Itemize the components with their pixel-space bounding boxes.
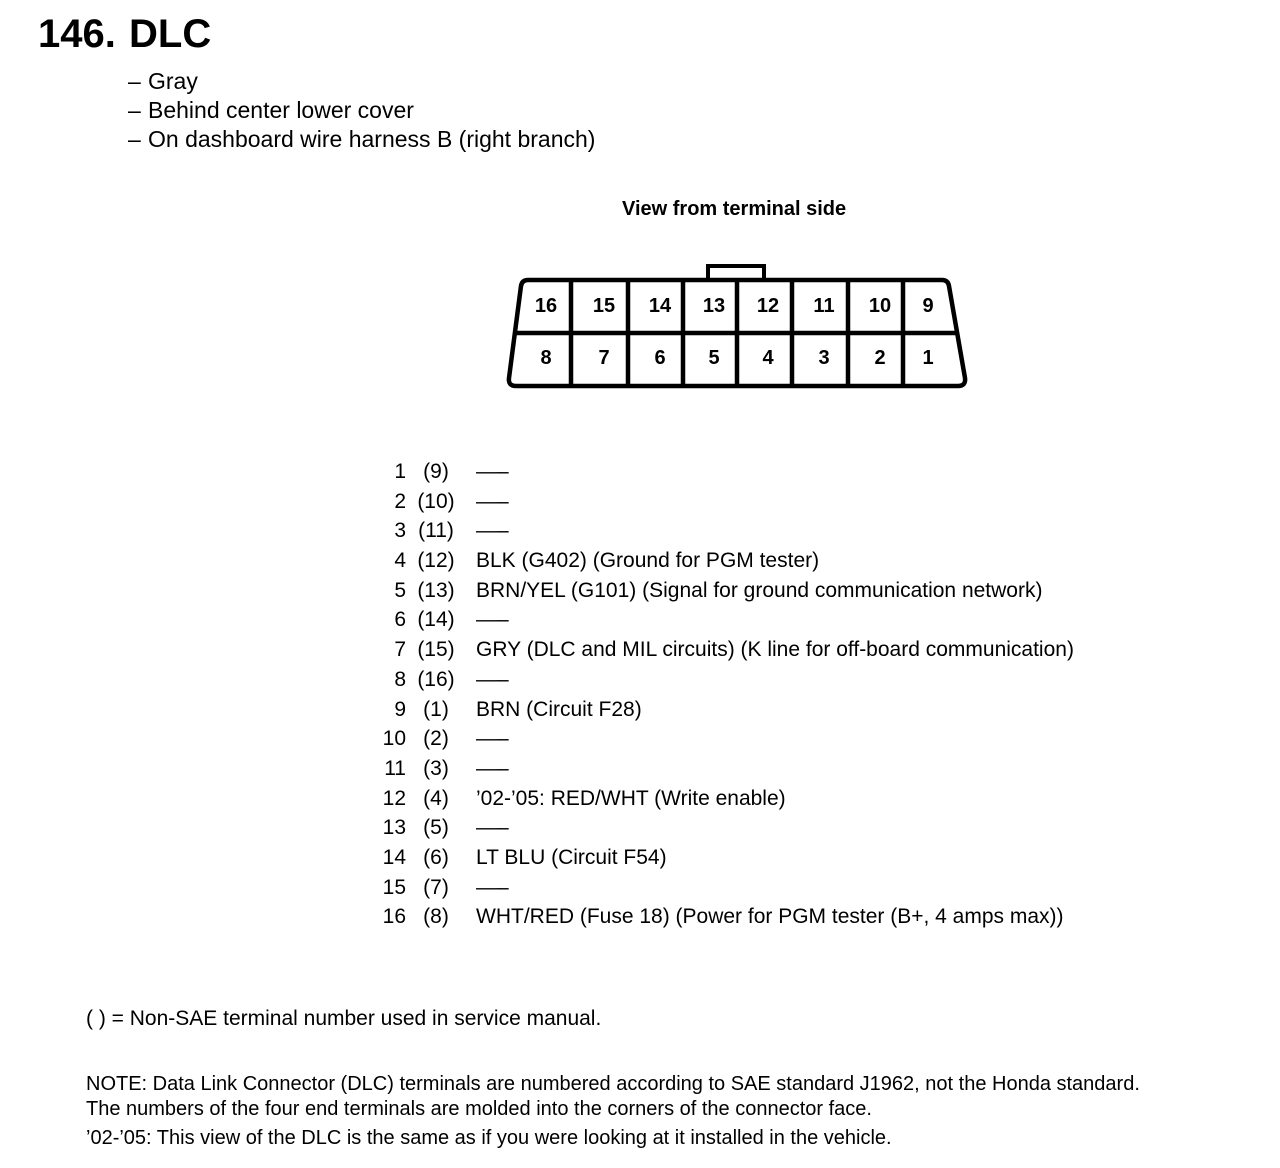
pin-description: ’02-’05: RED/WHT (Write enable) — [476, 786, 786, 810]
note-line: ’02-’05: This view of the DLC is the same as if you were looking at it installed in the vehicle. — [86, 1127, 892, 1149]
page-title — [38, 12, 211, 57]
pin-honda-number: (4) — [423, 786, 449, 810]
connector-details — [128, 67, 595, 154]
pin-label: 8 — [540, 347, 552, 369]
view-label: View from terminal side — [622, 198, 847, 220]
detail-harness: – On dashboard wire harness B (right branch) — [128, 126, 596, 152]
pin-sae-number: 15 — [382, 875, 406, 899]
pin-sae-number: 16 — [382, 905, 406, 929]
legend-note: ( ) = Non-SAE terminal number used in service manual. — [86, 1007, 602, 1030]
pin-label: 11 — [813, 295, 835, 317]
pin-honda-number: (15) — [417, 638, 455, 662]
note-line: The numbers of the four end terminals are molded into the corners of the connector face. — [86, 1098, 872, 1120]
pin-honda-number: (16) — [417, 667, 455, 691]
pin-description: GRY (DLC and MIL circuits) (K line for off-board communication) — [476, 638, 1074, 662]
pin-sae-number: 8 — [394, 667, 406, 691]
pin-sae-number: 1 — [394, 460, 406, 483]
pin-description: —– — [476, 460, 509, 483]
pin-description: —– — [476, 667, 509, 691]
pin-description: —– — [476, 875, 509, 899]
pin-honda-number: (2) — [423, 727, 449, 751]
pin-description: LT BLU (Circuit F54) — [476, 845, 667, 869]
pin-label: 2 — [874, 347, 886, 369]
pin-sae-number: 10 — [382, 727, 406, 751]
pin-sae-number: 13 — [382, 816, 406, 840]
pin-sae-number: 3 — [394, 519, 406, 543]
pin-label: 4 — [762, 347, 774, 369]
connector-name: DLC — [129, 12, 212, 56]
pin-honda-number: (8) — [423, 905, 449, 929]
pin-honda-number: (1) — [423, 697, 449, 721]
pin-honda-number: (7) — [423, 875, 449, 899]
pin-sae-number: 2 — [394, 489, 406, 513]
pin-label: 7 — [598, 347, 610, 369]
pin-description: —– — [476, 816, 509, 840]
pin-label: 15 — [592, 295, 616, 317]
pin-sae-number: 9 — [394, 697, 406, 721]
pin-sae-number: 7 — [394, 638, 406, 662]
pin-description: WHT/RED (Fuse 18) (Power for PGM tester (B+, 4 amps max)) — [476, 905, 1064, 929]
pin-description: BRN/YEL (G101) (Signal for ground communication network) — [476, 578, 1043, 602]
pin-label: 13 — [702, 295, 726, 317]
pin-label: 14 — [648, 295, 672, 317]
pin-sae-number: 5 — [394, 578, 406, 602]
pin-label: 10 — [868, 295, 892, 317]
pin-honda-number: (3) — [423, 756, 449, 780]
section-number: 146. — [38, 12, 116, 56]
pin-label: 3 — [818, 347, 830, 369]
pin-sae-number: 4 — [394, 549, 406, 573]
connector-diagram — [502, 260, 972, 392]
pin-honda-number: (14) — [417, 608, 455, 632]
detail-color: – Gray — [128, 68, 198, 94]
pin-description: —– — [476, 756, 509, 780]
pin-honda-number: (9) — [423, 460, 449, 483]
pin-honda-number: (12) — [417, 549, 455, 573]
pin-honda-number: (10) — [417, 489, 455, 513]
pin-honda-number: (11) — [418, 519, 454, 543]
pin-description: —– — [476, 519, 509, 543]
note-line: NOTE: Data Link Connector (DLC) terminals are numbered according to SAE standard J1962, not the Honda standard. — [86, 1073, 1140, 1095]
pin-sae-number: 14 — [382, 845, 406, 869]
pin-description: —– — [476, 727, 509, 751]
pin-honda-number: (5) — [423, 816, 449, 840]
pin-label: 5 — [708, 347, 720, 369]
pin-sae-number: 11 — [384, 756, 406, 780]
pin-description: BLK (G402) (Ground for PGM tester) — [476, 549, 820, 573]
pin-sae-number: 12 — [382, 786, 406, 810]
pin-label: 1 — [922, 347, 934, 369]
pin-label: 6 — [654, 347, 666, 369]
pin-label: 9 — [922, 295, 934, 317]
pin-sae-number: 6 — [394, 608, 406, 632]
detail-location: – Behind center lower cover — [128, 97, 414, 123]
pin-description: BRN (Circuit F28) — [476, 697, 642, 721]
pin-label: 16 — [534, 295, 558, 317]
pin-honda-number: (6) — [423, 845, 449, 869]
pin-honda-number: (13) — [417, 578, 455, 602]
notes — [86, 1072, 1140, 1151]
pin-label: 12 — [756, 295, 780, 317]
pin-description: —– — [476, 489, 509, 513]
pin-description: —– — [476, 608, 509, 632]
